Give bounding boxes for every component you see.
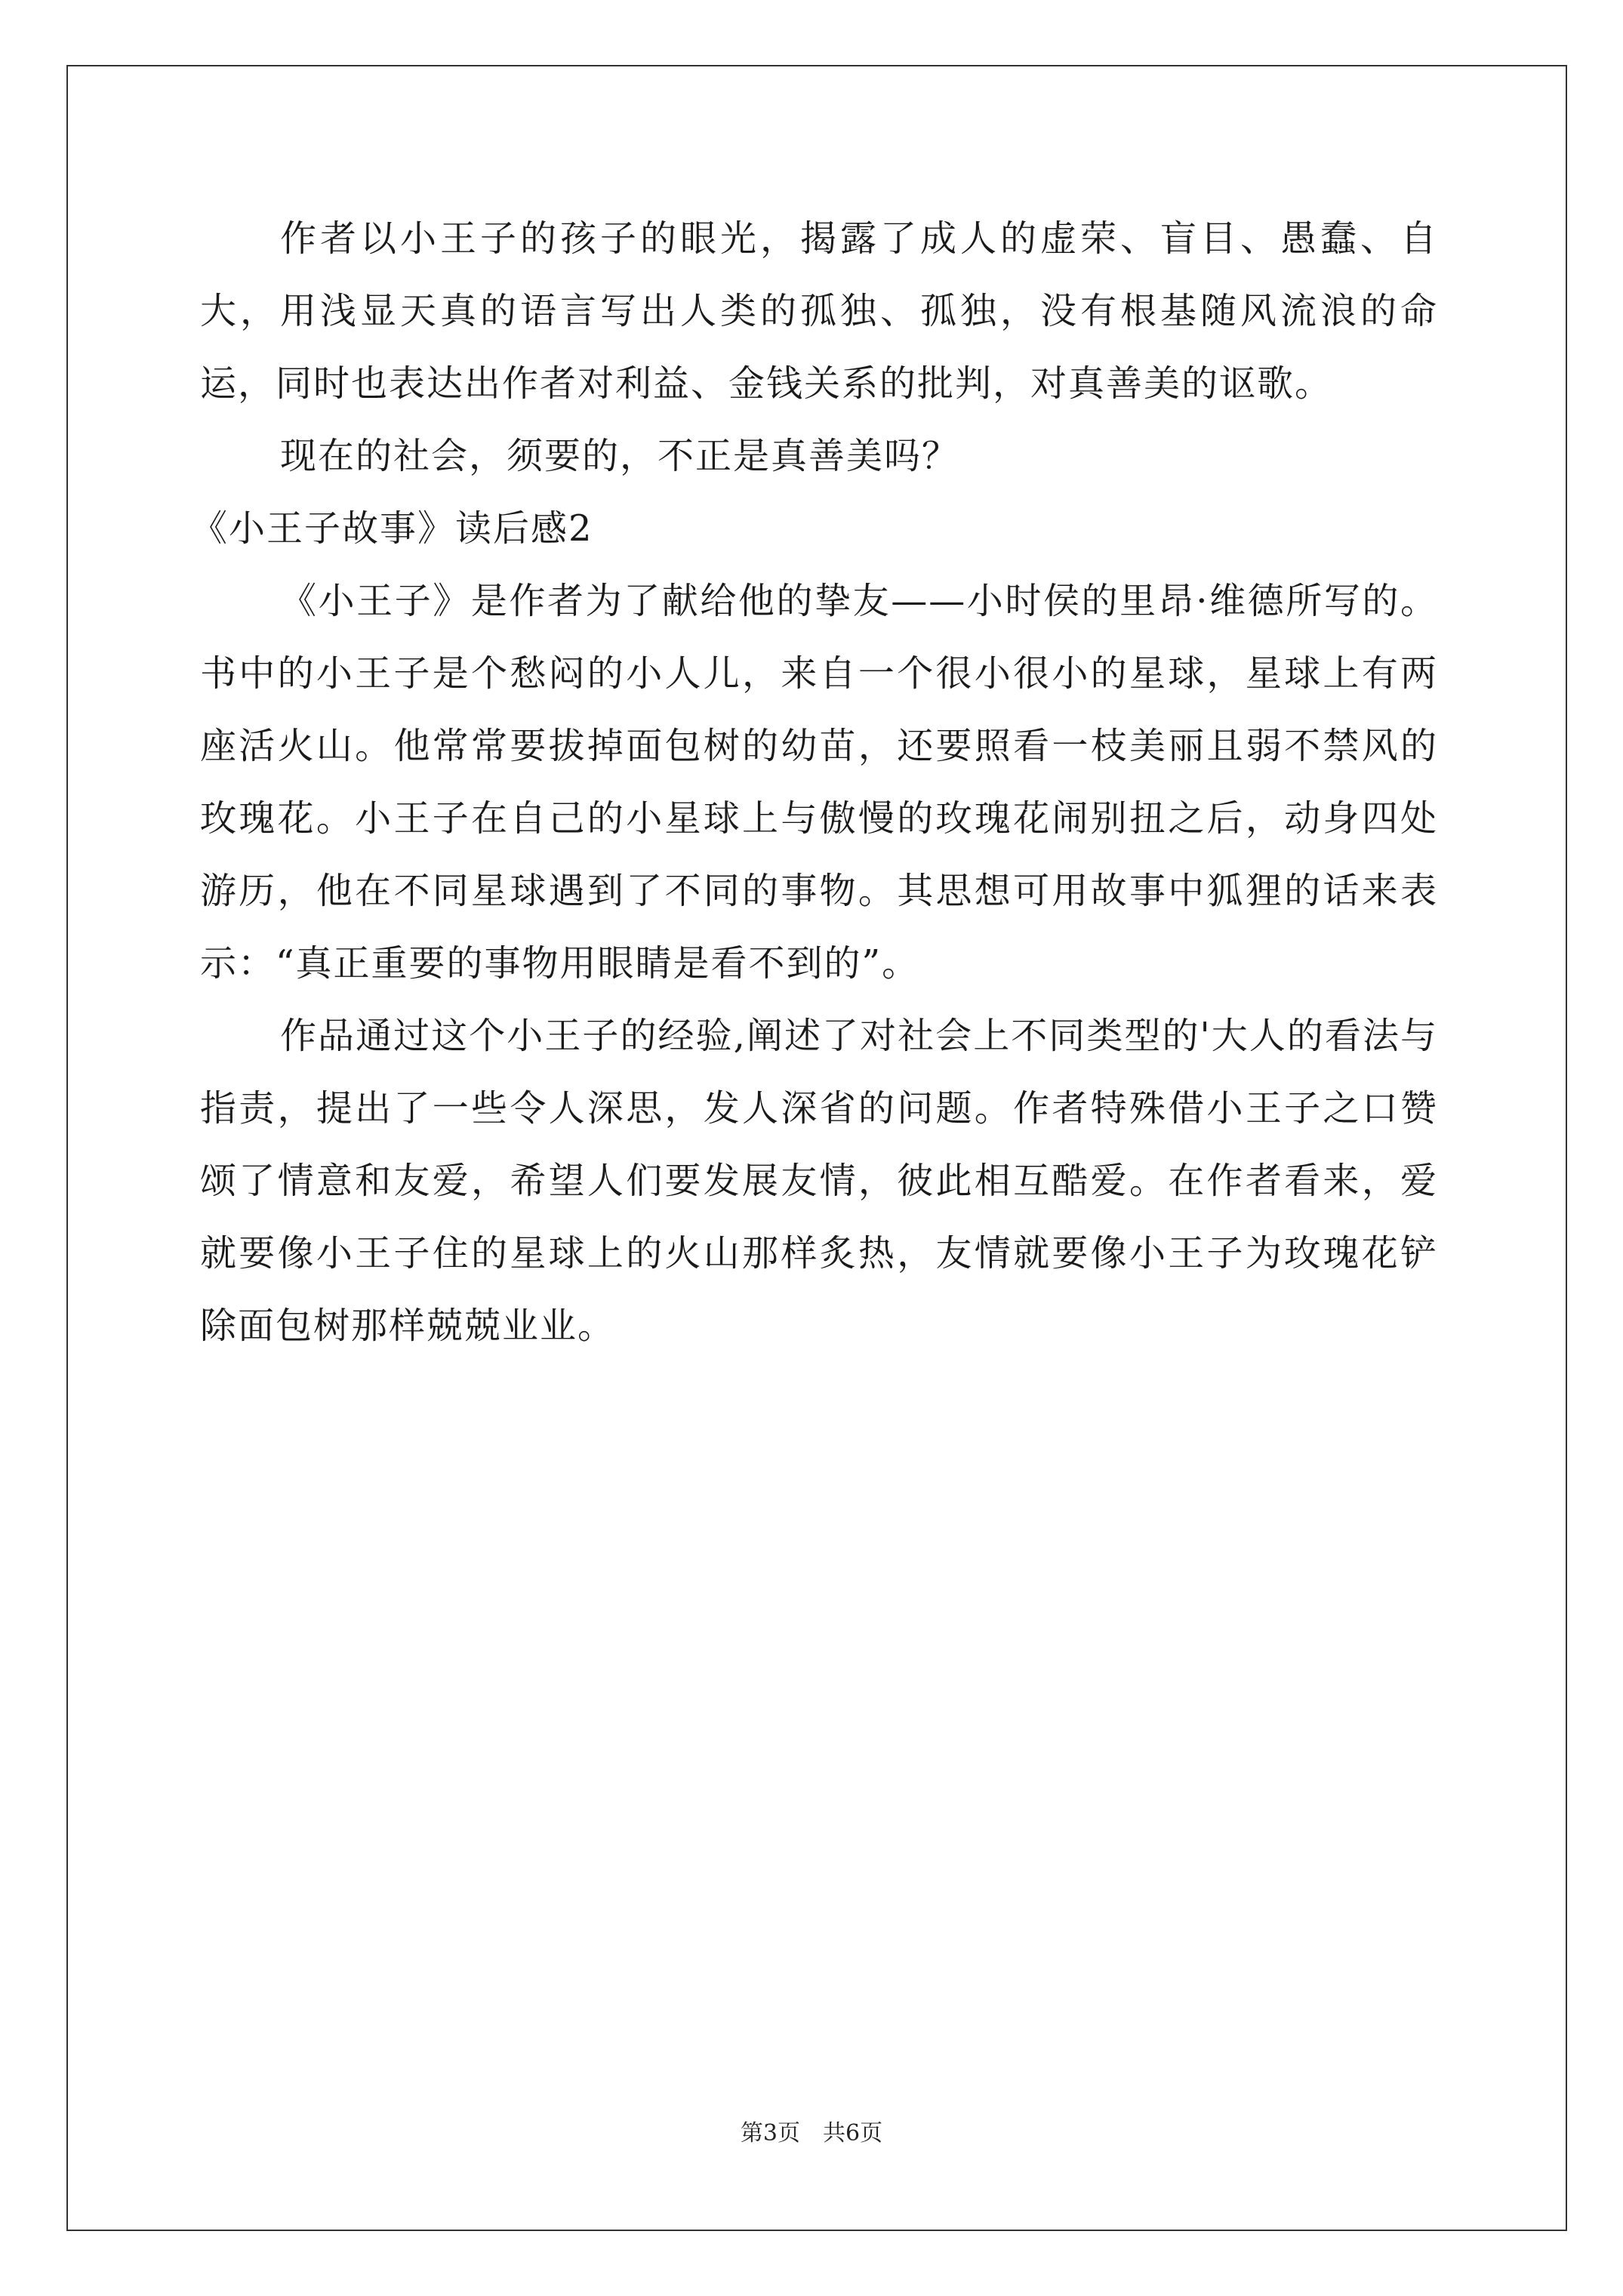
section-heading: 《小王子故事》读后感2 bbox=[191, 507, 593, 550]
paragraph-4: 作品通过这个小王子的经验,阐述了对社会上不同类型的'大人的看法与指责，提出了一些令人深思，发人深省的问题。作者特殊借小王子之口赞颂了情意和友爱，希望人们要发展友情，彼此相互酷爱。在作者看来，爱就要像小王子住的星球上的火山那样炙热，友情就要像小王子为玫瑰花铲除面包树那样兢兢业业。 bbox=[200, 1015, 1438, 1347]
paragraph-3: 《小王子》是作者为了献给他的挚友——小时侯的里昂·维德所写的。书中的小王子是个愁闷的小人儿，来自一个很小很小的星球，星球上有两座活火山。他常常要拔掉面包树的幼苗，还要照看一枝美丽且弱不禁风的玫瑰花。小王子在自己的小星球上与傲慢的玫瑰花闹别扭之后，动身四处游历，他在不同星球遇到了不同的事物。其思想可用故事中狐狸的话来表示：“真正重要的事物用眼睛是看不到的”。 bbox=[200, 580, 1438, 985]
page-total: 共6页 bbox=[823, 2120, 883, 2147]
document-body bbox=[191, 202, 1438, 1362]
paragraph-1: 作者以小王子的孩子的眼光，揭露了成人的虚荣、盲目、愚蠢、自大，用浅显天真的语言写出人类的孤独、孤独，没有根基随风流浪的命运，同时也表达出作者对利益、金钱关系的批判，对真善美的讴歌。 bbox=[200, 217, 1438, 405]
paragraph-2: 现在的社会，须要的，不正是真善美吗？ bbox=[280, 435, 960, 477]
page-footer bbox=[0, 2119, 1623, 2149]
page-number: 第3页 bbox=[740, 2120, 800, 2147]
